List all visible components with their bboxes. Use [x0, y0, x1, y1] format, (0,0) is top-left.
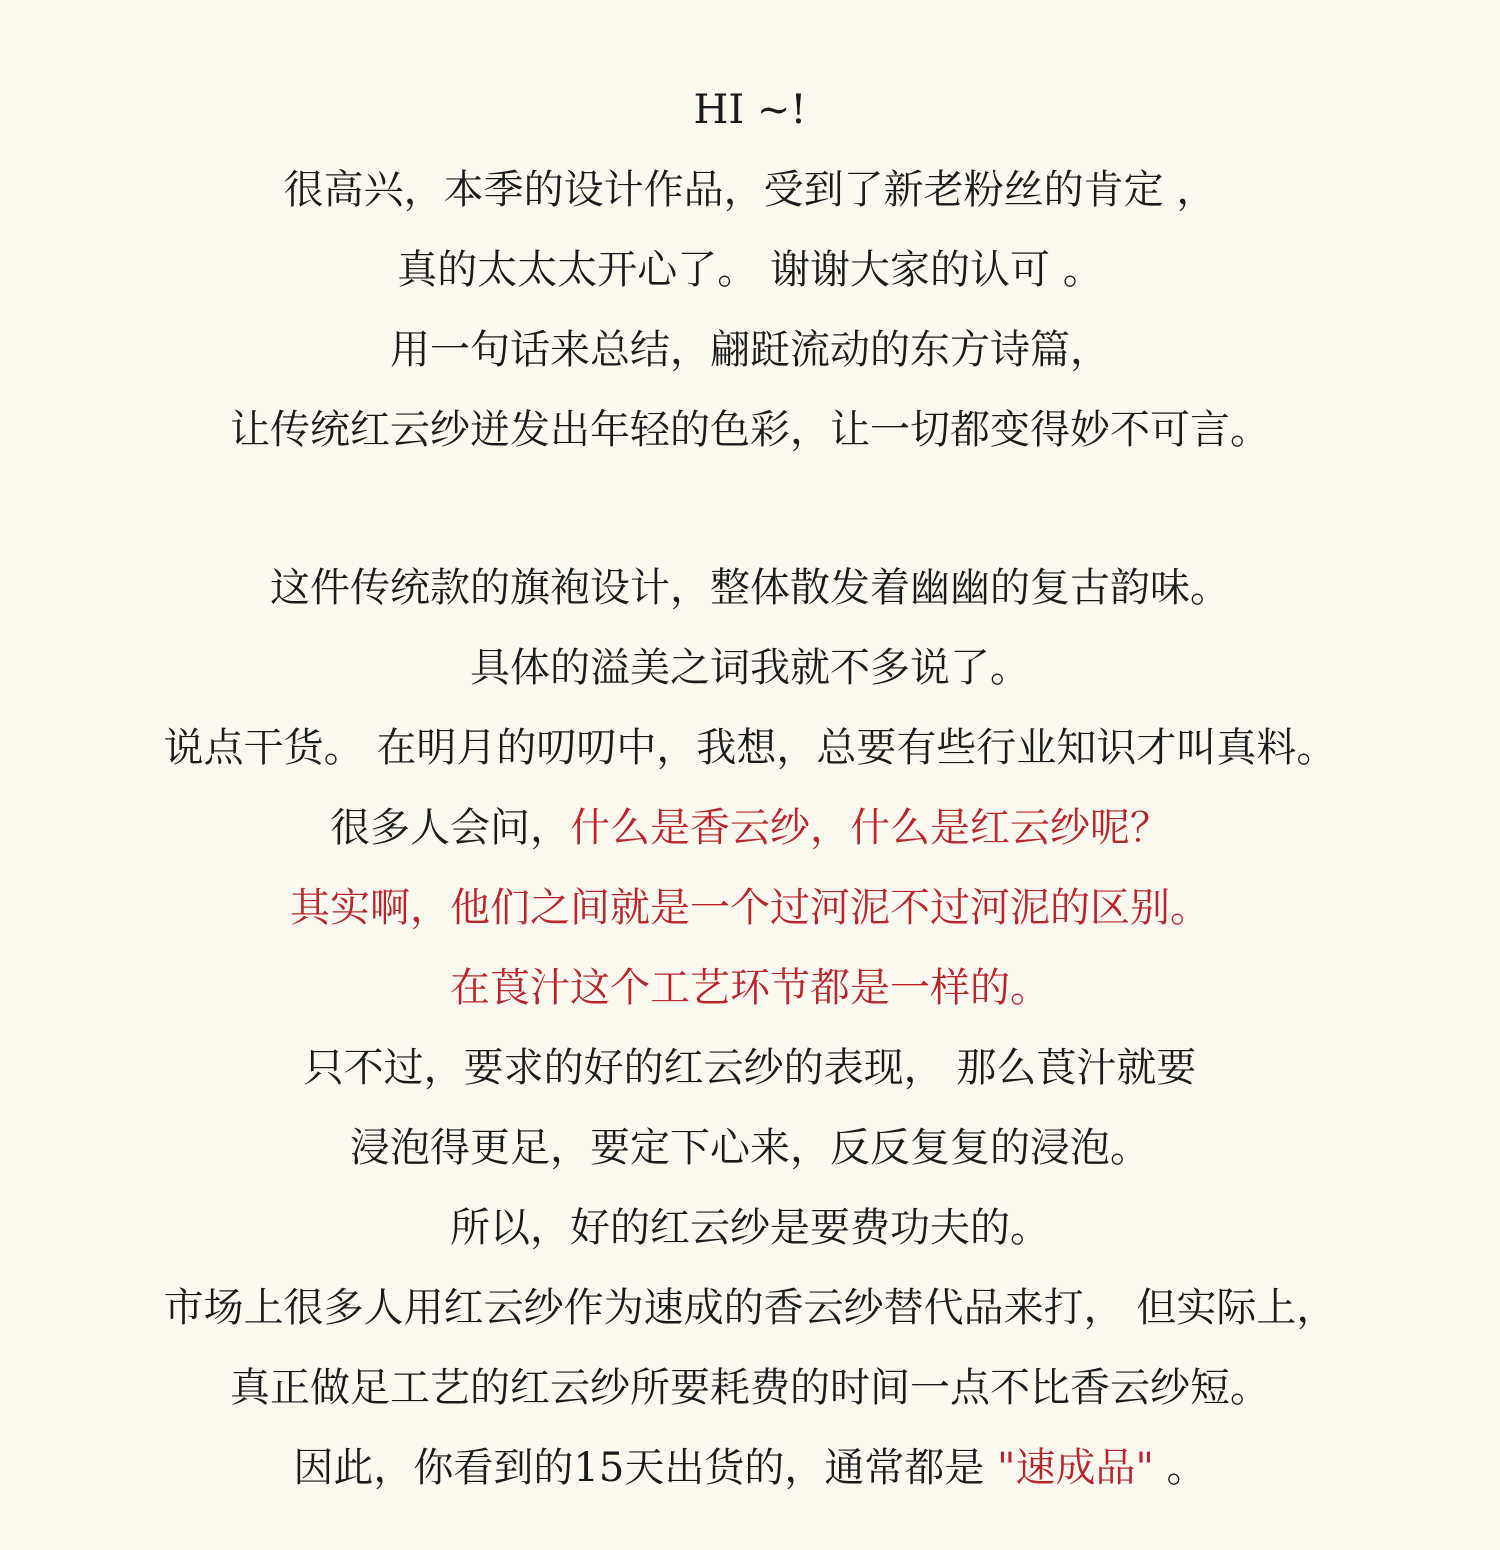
body-line-9: 所以，好的红云纱是要费功夫的。	[450, 1205, 1050, 1251]
intro-line-3: 用一句话来总结，翩跹流动的东方诗篇，	[390, 327, 1110, 373]
body-line-6-highlight: 在莨汁这个工艺环节都是一样的。	[450, 965, 1050, 1011]
body-line-3: 说点干货。 在明月的叨叨中，我想，总要有些行业知识才叫真料。	[163, 725, 1337, 771]
body-line-8: 浸泡得更足，要定下心来，反反复复的浸泡。	[350, 1125, 1150, 1171]
body-line-4-highlight: 什么是香云纱，什么是红云纱呢？	[570, 805, 1170, 851]
intro-line-4: 让传统红云纱迸发出年轻的色彩，让一切都变得妙不可言。	[230, 407, 1270, 453]
body-line-2: 具体的溢美之词我就不多说了。	[470, 645, 1030, 691]
body-line-12	[0, 1428, 1500, 1508]
greeting-line: HI ~!	[693, 87, 807, 133]
body-line-5-highlight: 其实啊，他们之间就是一个过河泥不过河泥的区别。	[290, 885, 1210, 931]
body-line-1: 这件传统款的旗袍设计，整体散发着幽幽的复古韵味。	[270, 565, 1230, 611]
body-line-12-end: 。	[1153, 1445, 1207, 1491]
intro-line-2: 真的太太太开心了。 谢谢大家的认可 。	[397, 247, 1103, 293]
body-line-12-plain: 因此，你看到的15天出货的，通常都是	[293, 1445, 998, 1491]
paragraph-spacer	[0, 470, 1500, 548]
body-line-12-highlight: "速成品"	[997, 1445, 1154, 1491]
body-line-7: 只不过，要求的好的红云纱的表现， 那么莨汁就要	[303, 1045, 1197, 1091]
body-line-10: 市场上很多人用红云纱作为速成的香云纱替代品来打， 但实际上，	[163, 1285, 1337, 1331]
body-line-4	[0, 788, 1500, 868]
intro-line-1: 很高兴，本季的设计作品，受到了新老粉丝的肯定 ，	[283, 167, 1217, 213]
body-line-11: 真正做足工艺的红云纱所要耗费的时间一点不比香云纱短。	[230, 1365, 1270, 1411]
body-line-4-plain: 很多人会问，	[330, 805, 570, 851]
